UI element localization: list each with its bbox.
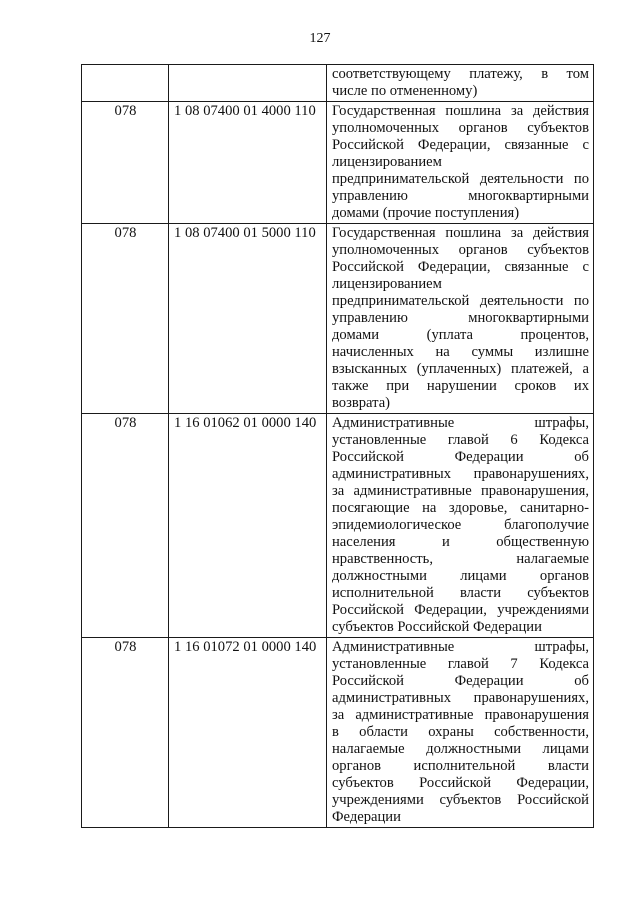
budget-code-cell	[169, 65, 327, 102]
description-line: за административные правонарушения	[332, 707, 589, 723]
description-line: управлению многоквартирными	[332, 188, 589, 204]
description-line: домами (уплата процентов,	[332, 327, 589, 343]
table-row	[82, 65, 594, 102]
description-line: за административные правонарушения,	[332, 483, 589, 499]
description-line: Российской Федерации, связанные с	[332, 259, 589, 275]
description-line: посягающие на здоровье, санитарно-	[332, 500, 589, 516]
description-line: управлению многоквартирными	[332, 310, 589, 326]
description-line: уполномоченных органов субъектов	[332, 242, 589, 258]
description-line: предпринимательской деятельности по	[332, 171, 589, 187]
admin-code-cell: 078	[82, 638, 169, 828]
page-number: 127	[309, 31, 331, 46]
description-line: Государственная пошлина за действия	[332, 225, 589, 241]
description-line: исполнительной власти субъектов	[332, 585, 589, 601]
description-line: Государственная пошлина за действия	[332, 103, 589, 119]
budget-code-cell: 1 08 07400 01 5000 110	[169, 224, 327, 414]
description-line: числе по отмененному)	[332, 83, 478, 99]
description-line: Российской Федерации, учреждениями	[332, 602, 589, 618]
description-line: также при нарушении сроков их	[332, 378, 589, 394]
description-cell	[327, 224, 594, 414]
description-line: возврата)	[332, 395, 391, 411]
description-line: налагаемые должностными лицами	[332, 741, 589, 757]
description-cell	[327, 414, 594, 638]
description-line: Административные штрафы,	[332, 639, 589, 655]
description-line: уполномоченных органов субъектов	[332, 120, 589, 136]
description-line: предпринимательской деятельности по	[332, 293, 589, 309]
description-line: домами (прочие поступления)	[332, 205, 520, 221]
description-line: в области охраны собственности,	[332, 724, 589, 740]
description-line: начисленных на суммы излишне	[332, 344, 589, 360]
description-line: установленные главой 6 Кодекса	[332, 432, 589, 448]
description-line: лицензированием	[332, 276, 442, 292]
admin-code-cell	[82, 65, 169, 102]
description-line: субъектов Российской Федерации,	[332, 775, 589, 791]
description-line: лицензированием	[332, 154, 442, 170]
description-line: Федерации	[332, 809, 401, 825]
description-line: должностными лицами органов	[332, 568, 589, 584]
table-row	[82, 224, 594, 414]
admin-code-cell: 078	[82, 224, 169, 414]
admin-code-cell: 078	[82, 102, 169, 224]
admin-code-cell: 078	[82, 414, 169, 638]
description-cell	[327, 65, 594, 102]
description-line: субъектов Российской Федерации	[332, 619, 542, 635]
budget-code-cell: 1 08 07400 01 4000 110	[169, 102, 327, 224]
description-line: соответствующему платежу, в том	[332, 66, 589, 82]
description-line: эпидемиологическое благополучие	[332, 517, 589, 533]
description-line: административных правонарушениях,	[332, 466, 589, 482]
description-line: учреждениями субъектов Российской	[332, 792, 589, 808]
description-cell	[327, 102, 594, 224]
description-line: Российской Федерации, связанные с	[332, 137, 589, 153]
description-line: Административные штрафы,	[332, 415, 589, 431]
description-line: населения и общественную	[332, 534, 589, 550]
table-body	[82, 65, 594, 828]
description-line: административных правонарушениях,	[332, 690, 589, 706]
table-row	[82, 102, 594, 224]
budget-code-cell: 1 16 01072 01 0000 140	[169, 638, 327, 828]
description-line: Российской Федерации об	[332, 673, 589, 689]
description-line: органов исполнительной власти	[332, 758, 589, 774]
description-line: взысканных (уплаченных) платежей, а	[332, 361, 589, 377]
budget-code-cell: 1 16 01062 01 0000 140	[169, 414, 327, 638]
description-line: установленные главой 7 Кодекса	[332, 656, 589, 672]
description-cell	[327, 638, 594, 828]
description-line: нравственность, налагаемые	[332, 551, 589, 567]
revenue-codes-table	[81, 64, 594, 828]
table-row	[82, 638, 594, 828]
description-line: Российской Федерации об	[332, 449, 589, 465]
table-row	[82, 414, 594, 638]
